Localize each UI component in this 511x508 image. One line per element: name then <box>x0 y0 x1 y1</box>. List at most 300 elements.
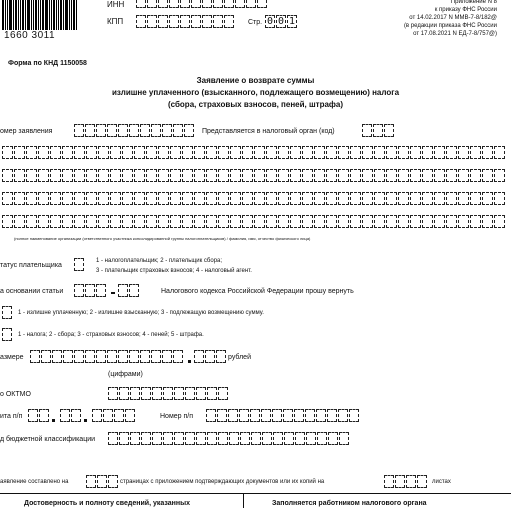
input-cell[interactable] <box>158 192 169 205</box>
input-cell[interactable] <box>14 146 25 159</box>
input-cell[interactable] <box>130 432 140 445</box>
input-cell[interactable] <box>362 124 372 137</box>
input-cell[interactable] <box>290 215 301 228</box>
input-cell[interactable] <box>228 409 238 422</box>
input-cell[interactable] <box>107 350 117 363</box>
input-cell[interactable] <box>136 15 146 28</box>
input-cell[interactable] <box>108 387 118 400</box>
input-cell[interactable] <box>246 0 256 8</box>
input-cell[interactable] <box>218 432 228 445</box>
input-cell[interactable] <box>284 432 294 445</box>
input-cell[interactable] <box>314 146 325 159</box>
input-cell[interactable] <box>122 146 133 159</box>
input-cell[interactable] <box>41 350 51 363</box>
input-cell[interactable] <box>302 215 313 228</box>
input-cell[interactable] <box>206 215 217 228</box>
input-cell[interactable] <box>60 409 70 422</box>
input-cell[interactable] <box>254 192 265 205</box>
input-cell[interactable] <box>350 146 361 159</box>
input-cell[interactable] <box>194 146 205 159</box>
input-cell[interactable] <box>50 215 61 228</box>
input-cell[interactable] <box>74 350 84 363</box>
input-cell[interactable] <box>86 169 97 182</box>
input-cell[interactable] <box>141 387 151 400</box>
input-cell[interactable] <box>62 169 73 182</box>
date-year-cells[interactable] <box>92 409 135 422</box>
org-name-row-3[interactable] <box>2 192 505 205</box>
input-cell[interactable] <box>147 15 157 28</box>
input-cell[interactable] <box>52 350 62 363</box>
input-cell[interactable] <box>386 192 397 205</box>
input-cell[interactable] <box>266 146 277 159</box>
input-cell[interactable] <box>242 192 253 205</box>
input-cell[interactable] <box>162 124 172 137</box>
input-cell[interactable] <box>482 192 493 205</box>
input-cell[interactable] <box>305 409 315 422</box>
input-cell[interactable] <box>314 215 325 228</box>
input-cell[interactable] <box>173 124 183 137</box>
input-cell[interactable] <box>158 215 169 228</box>
input-cell[interactable] <box>14 215 25 228</box>
input-cell[interactable] <box>218 215 229 228</box>
article-cells-sub[interactable] <box>118 284 139 297</box>
input-cell[interactable] <box>28 409 38 422</box>
input-cell[interactable] <box>134 215 145 228</box>
input-cell[interactable] <box>373 124 383 137</box>
input-cell[interactable] <box>62 215 73 228</box>
input-cell[interactable] <box>494 215 505 228</box>
input-cell[interactable] <box>410 169 421 182</box>
input-cell[interactable] <box>470 215 481 228</box>
input-cell[interactable] <box>151 350 161 363</box>
input-cell[interactable] <box>196 432 206 445</box>
input-cell[interactable] <box>240 432 250 445</box>
input-cell[interactable] <box>250 409 260 422</box>
input-cell[interactable] <box>98 169 109 182</box>
input-cell[interactable] <box>290 169 301 182</box>
input-cell[interactable] <box>239 409 249 422</box>
input-cell[interactable] <box>314 169 325 182</box>
input-cell[interactable] <box>395 475 405 488</box>
input-cell[interactable] <box>470 146 481 159</box>
input-cell[interactable] <box>194 192 205 205</box>
input-cell[interactable] <box>118 284 128 297</box>
input-cell[interactable] <box>146 146 157 159</box>
input-cell[interactable] <box>38 192 49 205</box>
input-cell[interactable] <box>158 169 169 182</box>
input-cell[interactable] <box>207 387 217 400</box>
input-cell[interactable] <box>103 409 113 422</box>
input-cell[interactable] <box>129 284 139 297</box>
input-cell[interactable] <box>230 192 241 205</box>
input-cell[interactable] <box>63 350 73 363</box>
input-cell[interactable] <box>2 192 13 205</box>
input-cell[interactable] <box>96 350 106 363</box>
oktmo-cells[interactable] <box>108 387 228 400</box>
input-cell[interactable] <box>278 169 289 182</box>
input-cell[interactable] <box>410 146 421 159</box>
input-cell[interactable] <box>446 215 457 228</box>
input-cell[interactable] <box>494 169 505 182</box>
input-cell[interactable] <box>118 350 128 363</box>
input-cell[interactable] <box>129 124 139 137</box>
input-cell[interactable] <box>218 387 228 400</box>
input-cell[interactable] <box>158 15 168 28</box>
input-cell[interactable] <box>26 192 37 205</box>
input-cell[interactable] <box>2 146 13 159</box>
input-cell[interactable] <box>174 432 184 445</box>
input-cell[interactable] <box>86 146 97 159</box>
input-cell[interactable] <box>97 475 107 488</box>
input-cell[interactable] <box>85 284 95 297</box>
input-cell[interactable] <box>458 215 469 228</box>
input-cell[interactable] <box>85 124 95 137</box>
input-cell[interactable] <box>254 146 265 159</box>
input-cell[interactable] <box>134 192 145 205</box>
input-cell[interactable] <box>224 15 234 28</box>
input-cell[interactable] <box>107 124 117 137</box>
input-cell[interactable] <box>146 169 157 182</box>
input-cell[interactable] <box>151 124 161 137</box>
input-cell[interactable] <box>173 350 183 363</box>
input-cell[interactable] <box>235 0 245 8</box>
input-cell[interactable] <box>170 169 181 182</box>
input-cell[interactable] <box>349 409 359 422</box>
input-cell[interactable] <box>229 432 239 445</box>
sheets-count-cells[interactable] <box>384 475 427 488</box>
input-cell[interactable] <box>458 146 469 159</box>
input-cell[interactable] <box>266 169 277 182</box>
input-cell[interactable] <box>422 192 433 205</box>
amount-kopecks-cells[interactable] <box>194 350 226 363</box>
tax-authority-cells[interactable] <box>362 124 394 137</box>
input-cell[interactable] <box>326 192 337 205</box>
input-cell[interactable] <box>257 0 267 8</box>
input-cell[interactable] <box>290 192 301 205</box>
input-cell[interactable] <box>213 0 223 8</box>
input-cell[interactable] <box>14 169 25 182</box>
input-cell[interactable] <box>38 169 49 182</box>
input-cell[interactable] <box>218 169 229 182</box>
input-cell[interactable] <box>422 146 433 159</box>
input-cell[interactable] <box>410 215 421 228</box>
input-cell[interactable] <box>134 169 145 182</box>
input-cell[interactable] <box>185 432 195 445</box>
input-cell[interactable] <box>71 409 81 422</box>
input-cell[interactable] <box>169 15 179 28</box>
input-cell[interactable] <box>163 387 173 400</box>
input-cell[interactable] <box>205 350 215 363</box>
input-cell[interactable] <box>314 192 325 205</box>
input-cell[interactable] <box>108 475 118 488</box>
input-cell[interactable] <box>114 409 124 422</box>
input-cell[interactable] <box>294 409 304 422</box>
input-cell[interactable] <box>290 146 301 159</box>
input-cell[interactable] <box>152 432 162 445</box>
input-cell[interactable] <box>283 409 293 422</box>
input-cell[interactable] <box>327 409 337 422</box>
input-cell[interactable] <box>374 192 385 205</box>
input-cell[interactable] <box>180 0 190 8</box>
input-cell[interactable] <box>141 432 151 445</box>
org-name-row-1[interactable] <box>2 146 505 159</box>
input-cell[interactable] <box>122 215 133 228</box>
input-cell[interactable] <box>136 0 146 8</box>
input-cell[interactable] <box>273 432 283 445</box>
input-cell[interactable] <box>278 146 289 159</box>
input-cell[interactable] <box>458 169 469 182</box>
input-cell[interactable] <box>191 0 201 8</box>
input-cell[interactable] <box>74 215 85 228</box>
input-cell[interactable] <box>140 124 150 137</box>
input-cell[interactable] <box>92 409 102 422</box>
input-cell[interactable] <box>328 432 338 445</box>
input-cell[interactable] <box>98 192 109 205</box>
application-number-cells[interactable] <box>74 124 194 137</box>
input-cell[interactable] <box>302 169 313 182</box>
input-cell[interactable] <box>398 215 409 228</box>
input-cell[interactable] <box>230 146 241 159</box>
input-cell[interactable] <box>122 192 133 205</box>
input-cell[interactable] <box>2 215 13 228</box>
amount-rubles-cells[interactable] <box>30 350 183 363</box>
input-cell[interactable] <box>422 169 433 182</box>
input-cell[interactable] <box>147 0 157 8</box>
input-cell[interactable] <box>458 192 469 205</box>
input-cell[interactable] <box>74 284 84 297</box>
input-cell[interactable] <box>302 146 313 159</box>
input-cell[interactable] <box>130 387 140 400</box>
input-cell[interactable] <box>482 215 493 228</box>
input-cell[interactable] <box>26 169 37 182</box>
input-cell[interactable] <box>278 192 289 205</box>
input-cell[interactable] <box>338 192 349 205</box>
input-cell[interactable] <box>242 146 253 159</box>
input-cell[interactable] <box>295 432 305 445</box>
input-cell[interactable] <box>272 409 282 422</box>
input-cell[interactable] <box>338 215 349 228</box>
input-cell[interactable] <box>125 409 135 422</box>
input-cell[interactable] <box>374 146 385 159</box>
input-cell[interactable] <box>182 169 193 182</box>
input-cell[interactable] <box>446 192 457 205</box>
input-cell[interactable] <box>262 432 272 445</box>
input-cell[interactable] <box>163 432 173 445</box>
input-cell[interactable] <box>384 124 394 137</box>
input-cell[interactable] <box>251 432 261 445</box>
input-cell[interactable] <box>434 169 445 182</box>
input-cell[interactable] <box>338 409 348 422</box>
payment-number-cells[interactable] <box>206 409 359 422</box>
input-cell[interactable] <box>86 475 96 488</box>
input-cell[interactable] <box>110 146 121 159</box>
article-cells-main[interactable] <box>74 284 106 297</box>
input-cell[interactable] <box>317 432 327 445</box>
input-cell[interactable] <box>74 124 84 137</box>
input-cell[interactable] <box>406 475 416 488</box>
input-cell[interactable] <box>191 15 201 28</box>
input-cell[interactable] <box>26 215 37 228</box>
input-cell[interactable] <box>216 350 226 363</box>
input-cell[interactable] <box>386 146 397 159</box>
input-cell[interactable] <box>14 192 25 205</box>
input-cell[interactable] <box>266 215 277 228</box>
input-cell[interactable] <box>261 409 271 422</box>
input-cell[interactable] <box>194 215 205 228</box>
input-cell[interactable] <box>74 192 85 205</box>
input-cell[interactable] <box>338 169 349 182</box>
input-cell[interactable] <box>218 192 229 205</box>
input-cell[interactable] <box>417 475 427 488</box>
input-cell[interactable] <box>362 192 373 205</box>
input-cell[interactable] <box>180 15 190 28</box>
input-cell[interactable] <box>30 350 40 363</box>
input-cell[interactable] <box>350 192 361 205</box>
input-cell[interactable] <box>207 432 217 445</box>
org-name-row-4[interactable] <box>2 215 505 228</box>
input-cell[interactable] <box>242 169 253 182</box>
input-cell[interactable] <box>446 169 457 182</box>
input-cell[interactable] <box>38 146 49 159</box>
input-cell[interactable] <box>182 146 193 159</box>
input-cell[interactable] <box>230 169 241 182</box>
input-cell[interactable] <box>194 350 204 363</box>
input-cell[interactable] <box>98 215 109 228</box>
input-cell[interactable] <box>206 169 217 182</box>
input-cell[interactable] <box>206 409 216 422</box>
input-cell[interactable] <box>86 192 97 205</box>
input-cell[interactable] <box>362 146 373 159</box>
org-name-row-2[interactable] <box>2 169 505 182</box>
input-cell[interactable] <box>98 146 109 159</box>
input-cell[interactable] <box>398 192 409 205</box>
input-cell[interactable] <box>302 192 313 205</box>
input-cell[interactable] <box>350 215 361 228</box>
input-cell[interactable] <box>158 0 168 8</box>
input-cell[interactable] <box>169 0 179 8</box>
input-cell[interactable] <box>86 215 97 228</box>
input-cell[interactable] <box>38 215 49 228</box>
input-cell[interactable] <box>494 146 505 159</box>
input-cell[interactable] <box>482 146 493 159</box>
input-cell[interactable] <box>398 169 409 182</box>
input-cell[interactable] <box>386 215 397 228</box>
input-cell[interactable] <box>339 432 349 445</box>
input-cell[interactable] <box>434 215 445 228</box>
input-cell[interactable] <box>470 169 481 182</box>
input-cell[interactable] <box>202 15 212 28</box>
input-cell[interactable] <box>129 350 139 363</box>
input-cell[interactable] <box>230 215 241 228</box>
kbk-cells[interactable] <box>108 432 349 445</box>
input-cell[interactable] <box>119 432 129 445</box>
input-cell[interactable] <box>316 409 326 422</box>
input-cell[interactable] <box>146 192 157 205</box>
input-cell[interactable] <box>146 215 157 228</box>
input-cell[interactable] <box>50 146 61 159</box>
input-cell[interactable] <box>338 146 349 159</box>
input-cell[interactable] <box>374 215 385 228</box>
input-cell[interactable] <box>326 215 337 228</box>
input-cell[interactable] <box>108 432 118 445</box>
input-cell[interactable] <box>206 146 217 159</box>
input-cell[interactable] <box>96 284 106 297</box>
input-cell[interactable] <box>213 15 223 28</box>
status-cell[interactable] <box>74 258 84 271</box>
input-cell[interactable] <box>158 146 169 159</box>
input-cell[interactable] <box>118 124 128 137</box>
input-cell[interactable] <box>62 192 73 205</box>
input-cell[interactable] <box>50 169 61 182</box>
input-cell[interactable] <box>26 146 37 159</box>
input-cell[interactable] <box>185 387 195 400</box>
input-cell[interactable] <box>422 215 433 228</box>
input-cell[interactable] <box>362 169 373 182</box>
input-cell[interactable] <box>170 215 181 228</box>
input-cell[interactable] <box>182 192 193 205</box>
input-cell[interactable] <box>152 387 162 400</box>
pages-count-cells[interactable] <box>86 475 118 488</box>
input-cell[interactable] <box>119 387 129 400</box>
input-cell[interactable] <box>122 169 133 182</box>
input-cell[interactable] <box>110 169 121 182</box>
input-cell[interactable] <box>470 192 481 205</box>
input-cell[interactable] <box>62 146 73 159</box>
input-cell[interactable] <box>194 169 205 182</box>
input-cell[interactable] <box>74 146 85 159</box>
input-cell[interactable] <box>326 169 337 182</box>
input-cell[interactable] <box>85 350 95 363</box>
kpp-cells[interactable] <box>136 15 234 28</box>
input-cell[interactable] <box>110 192 121 205</box>
input-cell[interactable] <box>434 192 445 205</box>
input-cell[interactable] <box>174 387 184 400</box>
input-cell[interactable] <box>74 169 85 182</box>
input-cell[interactable] <box>170 192 181 205</box>
input-cell[interactable] <box>2 169 13 182</box>
input-cell[interactable] <box>50 192 61 205</box>
input-cell[interactable] <box>386 169 397 182</box>
input-cell[interactable] <box>482 169 493 182</box>
input-cell[interactable] <box>202 0 212 8</box>
input-cell[interactable] <box>410 192 421 205</box>
input-cell[interactable] <box>162 350 172 363</box>
input-cell[interactable] <box>434 146 445 159</box>
input-cell[interactable] <box>96 124 106 137</box>
input-cell[interactable] <box>278 215 289 228</box>
input-cell[interactable] <box>446 146 457 159</box>
input-cell[interactable] <box>254 215 265 228</box>
input-cell[interactable] <box>110 215 121 228</box>
input-cell[interactable] <box>218 146 229 159</box>
input-cell[interactable] <box>384 475 394 488</box>
input-cell[interactable] <box>39 409 49 422</box>
input-cell[interactable] <box>362 215 373 228</box>
input-cell[interactable] <box>224 0 234 8</box>
date-day-cells[interactable] <box>28 409 49 422</box>
input-cell[interactable] <box>134 146 145 159</box>
input-cell[interactable] <box>306 432 316 445</box>
input-cell[interactable] <box>374 169 385 182</box>
input-cell[interactable] <box>184 124 194 137</box>
input-cell[interactable] <box>242 215 253 228</box>
input-cell[interactable] <box>494 192 505 205</box>
input-cell[interactable] <box>350 169 361 182</box>
input-cell[interactable] <box>254 169 265 182</box>
input-cell[interactable] <box>196 387 206 400</box>
input-cell[interactable] <box>217 409 227 422</box>
input-cell[interactable] <box>326 146 337 159</box>
